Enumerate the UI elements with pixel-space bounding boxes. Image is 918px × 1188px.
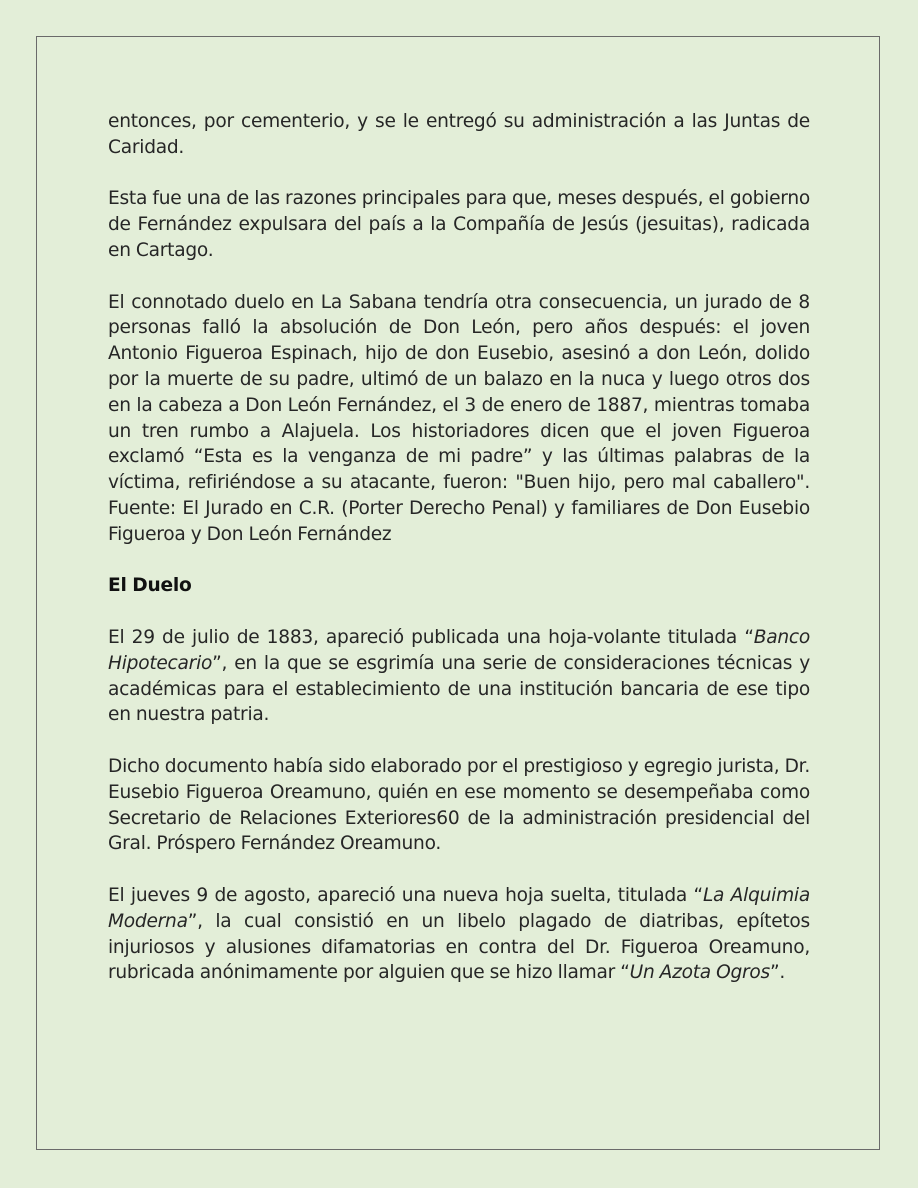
paragraph-duelo-consecuencia: El connotado duelo en La Sabana tendría otra consecuencia, un jurado de 8 personas falló la absolución de Don León, pero años después: el joven Antonio Figueroa Espinach, hijo de don Eusebio, asesinó a don León, dolido por la muerte de su padre, ultimó de un balazo en la nuca y luego otros dos en la cabeza a Don León Fernández, el 3 de enero de 1887, mientras tomaba un tren rumbo a Alajuela. Los historiadores dicen que el joven Figueroa exclamó “Esta es la venganza de mi padre” y las últimas palabras de la víctima, refiriéndose a su atacante, fueron: "Buen hijo, pero mal caballero". Fuente: El Jurado en C.R. (Porter Derecho Penal) y familiares de Don Eusebio Figueroa y Don León Fernández [108, 291, 810, 545]
text-run: El jueves 9 de agosto, apareció una nueva hoja suelta, titulada “ [108, 884, 703, 906]
paragraph-alquimia-moderna [108, 883, 810, 986]
paragraph-juntas-caridad: entonces, por cementerio, y se le entregó su administración a las Juntas de Caridad. [108, 111, 810, 158]
text-run: El 29 de julio de 1883, apareció publicada una hoja-volante titulada “ [108, 626, 754, 648]
italic-title: La Alquimia Moderna [108, 884, 810, 932]
paragraph-jesuitas: Esta fue una de las razones principales para que, meses después, el gobierno de Fernández expulsara del país a la Compañía de Jesús (jesuitas), radicada en Cartago. [108, 188, 810, 261]
section-heading: El Duelo [108, 575, 192, 597]
text-run: ”. [769, 962, 786, 984]
document-body [108, 109, 810, 1012]
italic-title: Banco Hipotecario [108, 626, 810, 674]
paragraph-banco-hipotecario [108, 625, 810, 728]
text-run: ”, en la que se esgrimía una serie de consideraciones técnicas y académicas para el establecimiento de una institución bancaria de ese tipo en nuestra patria. [108, 652, 810, 726]
text-run: ”, la cual consistió en un libelo plagado de diatribas, epítetos injuriosos y alusiones difamatorias en contra del Dr. Figueroa Oreamuno, rubricada anónimamente por alguien que se hizo llamar “ [108, 910, 810, 984]
italic-pseudonym: Un Azota Ogros [629, 962, 770, 984]
paragraph-documento: Dicho documento había sido elaborado por el prestigioso y egregio jurista, Dr. Eusebio Figueroa Oreamuno, quién en ese momento se desempeñaba como Secretario de Relaciones Exteriores60 de la administración presidencial del Gral. Próspero Fernández Oreamuno. [108, 755, 810, 855]
